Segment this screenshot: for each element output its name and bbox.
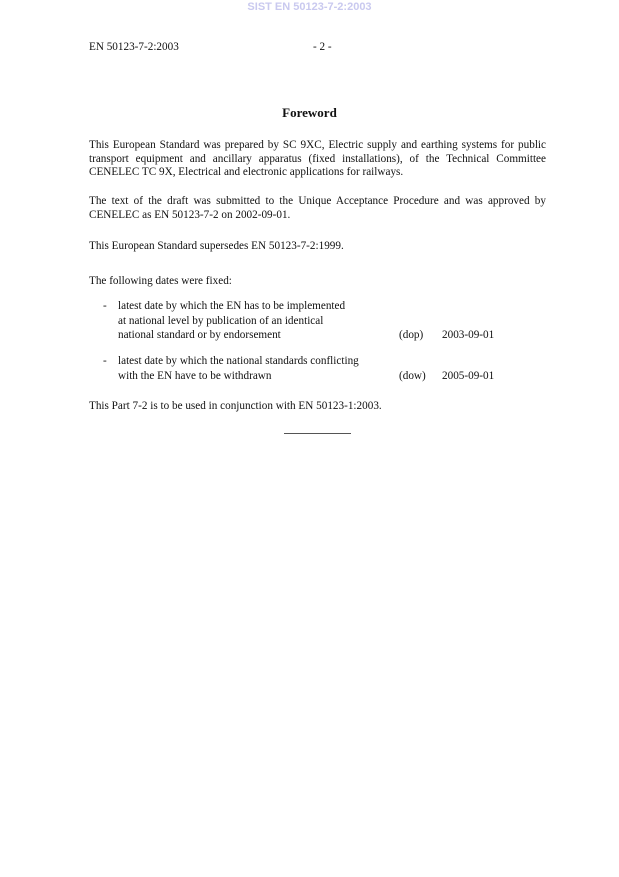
paragraph-closing: This Part 7-2 is to be used in conjunction with EN 50123-1:2003.: [89, 400, 382, 412]
end-rule: [284, 433, 351, 434]
paragraph-prepared-by: This European Standard was prepared by SC 9XC, Electric supply and earthing systems for public transport equipment and ancillary apparatus (fixed installations), of the Technical Committee CENELEC TC 9X, Electrical and electronic applications for railways.: [89, 139, 546, 179]
date-item-line: national standard or by endorsement: [118, 329, 281, 342]
paragraph-dates-intro: The following dates were fixed:: [89, 275, 232, 287]
bullet-dash: -: [103, 355, 107, 367]
bullet-dash: -: [103, 300, 107, 312]
date-item-dow: [103, 354, 523, 385]
date-item-line: with the EN have to be withdrawn: [118, 369, 272, 382]
date-code: (dow): [399, 370, 426, 382]
page-number: - 2 -: [313, 41, 332, 53]
paragraph-approval: The text of the draft was submitted to the Unique Acceptance Procedure and was approved by CENELEC as EN 50123-7-2 on 2002-09-01.: [89, 195, 546, 221]
date-item-dop: [103, 299, 523, 345]
paragraph-supersedes: This European Standard supersedes EN 50123-7-2:1999.: [89, 240, 344, 252]
watermark: SIST EN 50123-7-2:2003: [247, 1, 372, 13]
date-item-line: latest date by which the national standards conflicting: [118, 355, 359, 367]
date-value: 2003-09-01: [442, 329, 495, 341]
document-id: EN 50123-7-2:2003: [89, 41, 179, 53]
date-value: 2005-09-01: [442, 370, 495, 382]
date-item-line: at national level by publication of an identical: [118, 314, 324, 327]
date-item-line: latest date by which the EN has to be implemented: [118, 300, 346, 312]
page-title: Foreword: [282, 105, 337, 120]
date-code: (dop): [399, 329, 424, 341]
